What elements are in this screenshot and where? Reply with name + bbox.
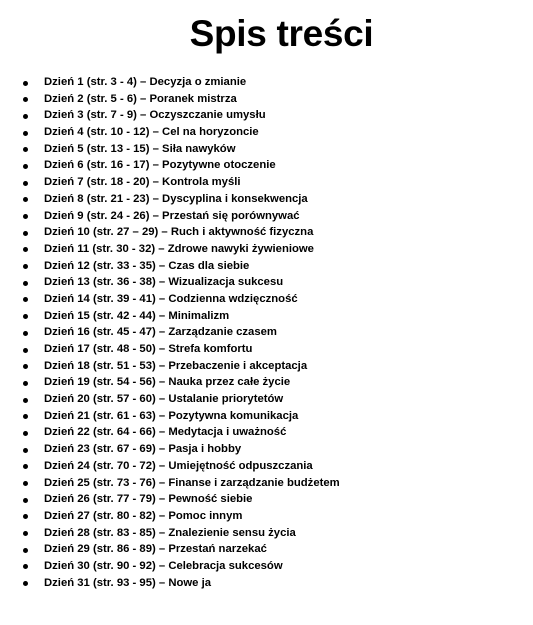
toc-entry (0, 458, 533, 475)
toc-entry (0, 191, 533, 208)
bullet-icon (23, 364, 28, 369)
toc-entry-text: Dzień 30 (str. 90 - 92) – Celebracja sukcesów (44, 559, 283, 572)
toc-entry-text: Dzień 17 (str. 48 - 50) – Strefa komfortu (44, 343, 253, 355)
toc-entry (0, 291, 533, 308)
toc-entry-text: Dzień 8 (str. 21 - 23) – Dyscyplina i konsekwencja (44, 192, 308, 205)
toc-entry (0, 491, 533, 508)
bullet-icon (23, 131, 28, 136)
bullet-icon (23, 348, 28, 353)
toc-entry (0, 575, 533, 592)
bullet-icon (23, 531, 28, 536)
toc-entry (0, 391, 533, 408)
bullet-icon (23, 414, 28, 419)
toc-entry-text: Dzień 16 (str. 45 - 47) – Zarządzanie czasem (44, 326, 277, 339)
bullet-icon (23, 431, 28, 436)
bullet-icon (23, 181, 28, 186)
toc-entry-text: Dzień 23 (str. 67 - 69) – Pasja i hobby (44, 443, 242, 456)
bullet-icon (23, 331, 28, 336)
page-title: Spis treści (189, 13, 374, 54)
bullet-icon (23, 164, 28, 169)
toc-entry-text: Dzień 7 (str. 18 - 20) – Kontrola myśli (44, 176, 241, 189)
bullet-icon (23, 448, 28, 453)
bullet-icon (23, 97, 28, 102)
bullet-icon (23, 581, 28, 586)
toc-entry (0, 157, 533, 174)
toc-entry-text: Dzień 5 (str. 13 - 15) – Siła nawyków (44, 142, 236, 155)
toc-entry-text: Dzień 26 (str. 77 - 79) – Pewność siebie (44, 493, 253, 506)
table-of-contents (0, 74, 533, 591)
toc-entry (0, 374, 533, 391)
toc-entry-text: Dzień 31 (str. 93 - 95) – Nowe ja (44, 576, 212, 589)
toc-entry-text: Dzień 14 (str. 39 - 41) – Codzienna wdzięczność (44, 292, 298, 305)
toc-entry-text: Dzień 10 (str. 27 – 29) – Ruch i aktywność fizyczna (44, 226, 314, 239)
toc-entry-text: Dzień 9 (str. 24 - 26) – Przestań się porównywać (44, 209, 300, 222)
toc-entry (0, 408, 533, 425)
toc-entry-text: Dzień 24 (str. 70 - 72) – Umiejętność odpuszczania (44, 459, 313, 472)
toc-entry-text: Dzień 19 (str. 54 - 56) – Nauka przez całe życie (44, 376, 291, 389)
toc-entry-text: Dzień 25 (str. 73 - 76) – Finanse i zarządzanie budżetem (44, 476, 340, 489)
bullet-icon (23, 464, 28, 469)
bullet-icon (23, 481, 28, 486)
toc-entry-text: Dzień 22 (str. 64 - 66) – Medytacja i uważność (44, 426, 287, 439)
toc-entry-text: Dzień 3 (str. 7 - 9) – Oczyszczanie umysłu (44, 109, 266, 122)
toc-entry (0, 541, 533, 558)
toc-entry (0, 341, 533, 358)
toc-entry-text: Dzień 13 (str. 36 - 38) – Wizualizacja sukcesu (44, 276, 284, 289)
toc-entry (0, 141, 533, 158)
toc-entry-text: Dzień 20 (str. 57 - 60) – Ustalanie priorytetów (44, 393, 284, 406)
toc-entry (0, 475, 533, 492)
toc-entry-text: Dzień 4 (str. 10 - 12) – Cel na horyzoncie (44, 126, 259, 139)
toc-entry-text: Dzień 6 (str. 16 - 17) – Pozytywne otoczenie (44, 159, 276, 172)
bullet-icon (23, 247, 28, 252)
toc-entry (0, 258, 533, 275)
bullet-icon (23, 564, 28, 569)
bullet-icon (23, 281, 28, 286)
bullet-icon (23, 548, 28, 553)
bullet-icon (23, 514, 28, 519)
toc-entry (0, 558, 533, 575)
toc-entry (0, 525, 533, 542)
toc-entry (0, 324, 533, 341)
toc-entry-text: Dzień 18 (str. 51 - 53) – Przebaczenie i akceptacja (44, 359, 308, 372)
bullet-icon (23, 498, 28, 503)
bullet-icon (23, 81, 28, 86)
toc-entry (0, 174, 533, 191)
bullet-icon (23, 398, 28, 403)
toc-entry (0, 124, 533, 141)
bullet-icon (23, 214, 28, 219)
bullet-icon (23, 264, 28, 269)
bullet-icon (23, 314, 28, 319)
toc-entry-text: Dzień 2 (str. 5 - 6) – Poranek mistrza (44, 92, 237, 105)
toc-entry (0, 441, 533, 458)
toc-entry (0, 308, 533, 325)
toc-entry-text: Dzień 12 (str. 33 - 35) – Czas dla siebie (44, 259, 250, 272)
toc-entry (0, 358, 533, 375)
toc-entry (0, 424, 533, 441)
bullet-icon (23, 381, 28, 386)
bullet-icon (23, 297, 28, 302)
toc-entry (0, 107, 533, 124)
toc-entry-text: Dzień 15 (str. 42 - 44) – Minimalizm (44, 309, 230, 322)
toc-entry (0, 508, 533, 525)
bullet-icon (23, 231, 28, 236)
toc-entry (0, 91, 533, 108)
toc-entry (0, 241, 533, 258)
toc-entry (0, 274, 533, 291)
toc-entry-text: Dzień 28 (str. 83 - 85) – Znalezienie sensu życia (44, 526, 296, 539)
toc-entry-text: Dzień 11 (str. 30 - 32) – Zdrowe nawyki żywieniowe (44, 242, 314, 255)
toc-entry (0, 208, 533, 225)
bullet-icon (23, 114, 28, 119)
toc-entry (0, 224, 533, 241)
toc-entry-text: Dzień 1 (str. 3 - 4) – Decyzja o zmianie (44, 76, 247, 88)
toc-entry (0, 74, 533, 91)
bullet-icon (23, 197, 28, 202)
toc-entry-text: Dzień 21 (str. 61 - 63) – Pozytywna komunikacja (44, 409, 299, 422)
bullet-icon (23, 147, 28, 152)
toc-entry-text: Dzień 29 (str. 86 - 89) – Przestań narzekać (44, 543, 267, 556)
toc-entry-text: Dzień 27 (str. 80 - 82) – Pomoc innym (44, 509, 243, 522)
